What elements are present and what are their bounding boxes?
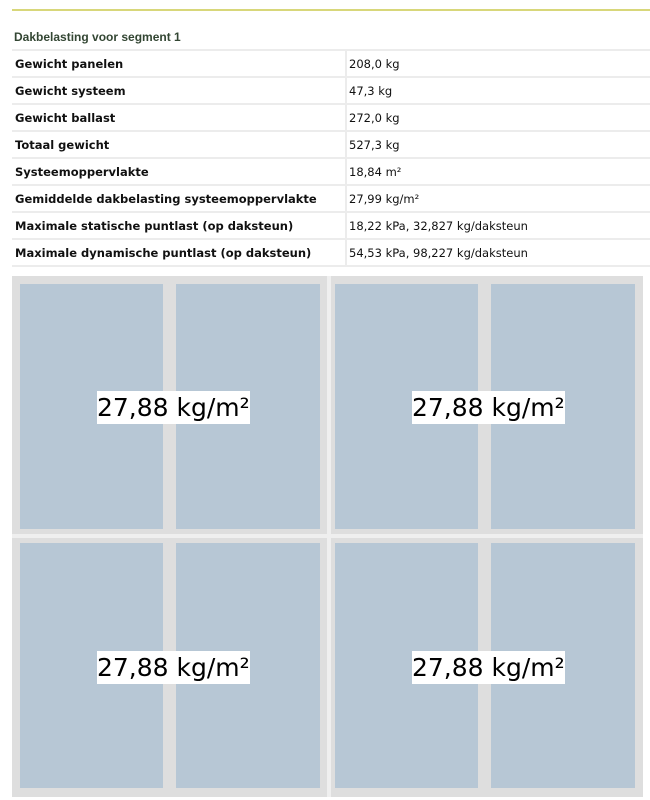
roof-load-table — [12, 51, 650, 267]
row-value: 54,53 kPa, 98,227 kg/daksteun — [346, 239, 650, 266]
table-row — [12, 51, 650, 77]
row-label: Gewicht panelen — [12, 51, 346, 77]
section-title: Dakbelasting voor segment 1 — [14, 30, 181, 44]
row-value: 47,3 kg — [346, 77, 650, 104]
quadrant-load-label: 27,88 kg/m² — [412, 393, 565, 422]
table-row — [12, 131, 650, 158]
table-row — [12, 212, 650, 239]
table-row — [12, 158, 650, 185]
table-row — [12, 104, 650, 131]
row-value: 272,0 kg — [346, 104, 650, 131]
horizontal-segment-divider — [12, 534, 643, 538]
row-label: Systeemoppervlakte — [12, 158, 346, 185]
row-value: 18,84 m² — [346, 158, 650, 185]
row-label: Maximale statische puntlast (op daksteun) — [12, 212, 346, 239]
row-value: 27,99 kg/m² — [346, 185, 650, 212]
row-label: Gewicht ballast — [12, 104, 346, 131]
quadrant-load-label: 27,88 kg/m² — [97, 393, 250, 422]
row-label: Totaal gewicht — [12, 131, 346, 158]
table-row — [12, 185, 650, 212]
row-label: Gewicht systeem — [12, 77, 346, 104]
row-value: 18,22 kPa, 32,827 kg/daksteun — [346, 212, 650, 239]
row-value: 527,3 kg — [346, 131, 650, 158]
row-label: Gemiddelde dakbelasting systeemoppervlakte — [12, 185, 346, 212]
row-label: Maximale dynamische puntlast (op daksteun) — [12, 239, 346, 266]
panel-layout-diagram — [12, 276, 643, 797]
quadrant-load-label: 27,88 kg/m² — [97, 653, 250, 682]
quadrant-load-label: 27,88 kg/m² — [412, 653, 565, 682]
table-row — [12, 239, 650, 266]
row-value: 208,0 kg — [346, 51, 650, 77]
top-divider — [12, 9, 650, 11]
table-row — [12, 77, 650, 104]
